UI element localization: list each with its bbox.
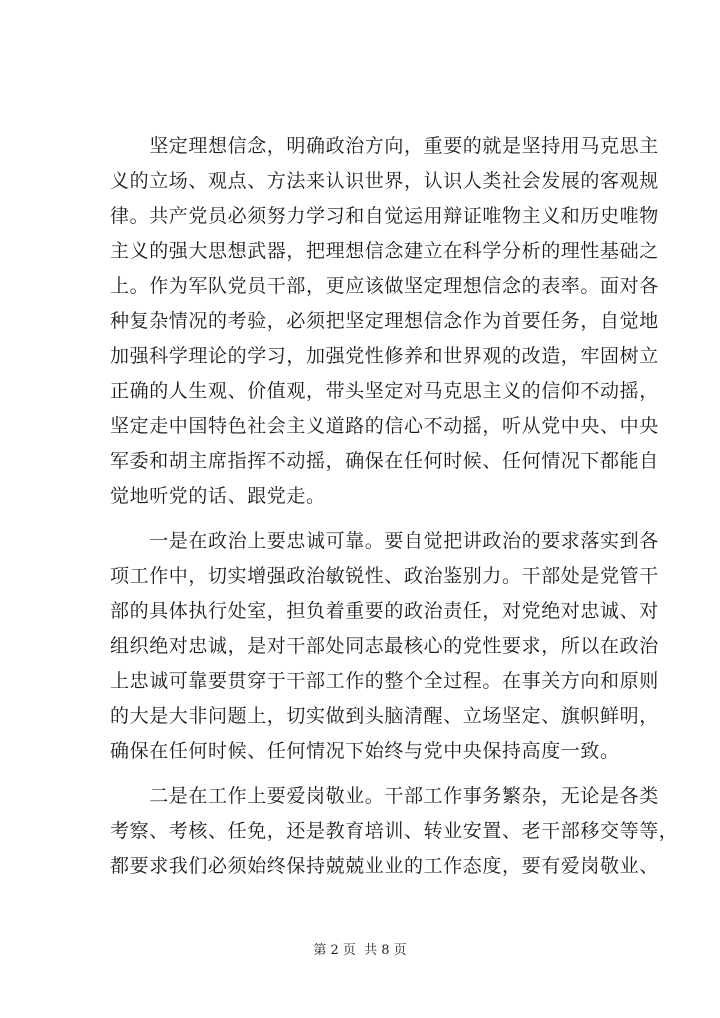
text-line: 上。作为军队党员干部，更应该做坚定理想信念的表率。面对各: [110, 275, 659, 297]
page-number: 第 2 页: [313, 943, 356, 958]
text-line: 主义的强大思想武器，把理想信念建立在科学分析的理性基础之: [110, 240, 659, 262]
text-line: 觉地听党的话、跟党走。: [110, 485, 326, 507]
text-line: 二是在工作上要爱岗敬业。干部工作事务繁杂，无论是各类: [110, 785, 659, 807]
page-footer: [0, 942, 720, 960]
text-line: 组织绝对忠诚，是对干部处同志最核心的党性要求，所以在政治: [110, 635, 659, 657]
text-line: 都要求我们必须始终保持兢兢业业的工作态度，要有爱岗敬业、: [110, 855, 659, 877]
text-line: 义的立场、观点、方法来认识世界，认识人类社会发展的客观规: [110, 170, 659, 192]
text-line: 确保在任何时候、任何情况下始终与党中央保持高度一致。: [110, 740, 620, 762]
text-line: 考察、考核、任免，还是教育培训、转业安置、老干部移交等等，: [110, 820, 679, 842]
text-line: 律。共产党员必须努力学习和自觉运用辩证唯物主义和历史唯物: [110, 205, 659, 227]
text-line: 的大是大非问题上，切实做到头脑清醒、立场坚定、旗帜鲜明，: [110, 705, 659, 727]
text-line: 坚定走中国特色社会主义道路的信心不动摇，听从党中央、中央: [110, 415, 659, 437]
text-line: 项工作中，切实增强政治敏锐性、政治鉴别力。干部处是党管干: [110, 565, 659, 587]
page-total: 共 8 页: [364, 943, 407, 958]
text-line: 种复杂情况的考验，必须把坚定理想信念作为首要任务，自觉地: [110, 310, 659, 332]
text-line: 加强科学理论的学习，加强党性修养和世界观的改造，牢固树立: [110, 345, 659, 367]
text-line: 军委和胡主席指挥不动摇，确保在任何时候、任何情况下都能自: [110, 450, 659, 472]
text-line: 正确的人生观、价值观，带头坚定对马克思主义的信仰不动摇，: [110, 380, 659, 402]
text-line: 坚定理想信念，明确政治方向，重要的就是坚持用马克思主: [110, 135, 659, 157]
text-line: 上忠诚可靠要贯穿于干部工作的整个全过程。在事关方向和原则: [110, 670, 659, 692]
text-line: 部的具体执行处室，担负着重要的政治责任，对党绝对忠诚、对: [110, 600, 659, 622]
text-line: 一是在政治上要忠诚可靠。要自觉把讲政治的要求落实到各: [110, 530, 659, 552]
